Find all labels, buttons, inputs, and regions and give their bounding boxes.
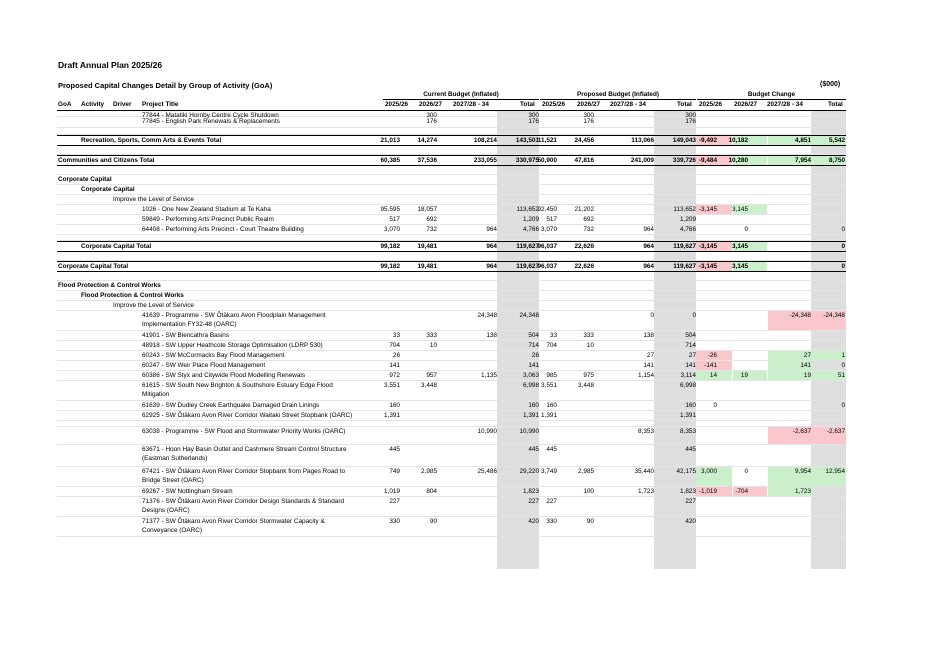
- current-2025-26: 749: [389, 468, 400, 475]
- table-row: [57, 251, 846, 261]
- row-label: Improve the Level of Service: [113, 196, 194, 203]
- current-2027-34: 233,055: [473, 157, 497, 164]
- row-label: 77845 - English Park Renewals & Replacements: [142, 118, 280, 125]
- proposed-total: 4,766: [680, 226, 696, 233]
- proposed-total: 3,114: [680, 372, 696, 379]
- proposed-2027-34: 113,066: [631, 137, 654, 144]
- current-total: 6,998: [523, 382, 539, 389]
- row-label: Flood Protection & Control Works: [58, 282, 161, 289]
- current-2026-27: 804: [426, 488, 437, 495]
- change-2026-27: 0: [744, 468, 748, 475]
- change-total: 12,954: [825, 468, 845, 475]
- document-subtitle: Proposed Capital Changes Detail by Group of Activity (GoA): [58, 81, 273, 90]
- change-2027-34: 27: [803, 352, 811, 359]
- proposed-2025-26: 3,749: [541, 468, 557, 475]
- proposed-2026-27: 10: [586, 342, 594, 349]
- change-2027-34: 141: [800, 362, 811, 369]
- proposed-2026-27: 2,985: [578, 468, 594, 475]
- row-label: 59849 - Performing Arts Precinct Public Realm: [142, 216, 274, 223]
- row-label: Corporate Capital Total: [81, 243, 152, 250]
- proposed-total: 300: [685, 112, 696, 119]
- current-2027-34: 24,348: [477, 312, 497, 319]
- proposed-total: 339,726: [672, 157, 696, 164]
- current-2025-26: 445: [389, 446, 400, 453]
- proposed-total: 504: [685, 332, 696, 339]
- proposed-2026-27: 24,456: [574, 137, 594, 144]
- change-2025-26: 14: [709, 372, 717, 379]
- col-goa: GoA: [58, 101, 72, 108]
- table-row: [57, 291, 846, 301]
- current-2027-34: 964: [486, 263, 497, 270]
- col-proposed-y1: 2025/26: [542, 101, 566, 108]
- change-2027-34: 7,954: [795, 157, 811, 164]
- proposed-total: 6,998: [680, 382, 696, 389]
- row-label: 60247 - SW Weir Place Flood Management: [142, 362, 266, 369]
- current-2027-34: 10,990: [477, 428, 497, 435]
- table-row: [57, 361, 846, 371]
- row-label: 60243 - SW McCormacks Bay Flood Management: [142, 352, 285, 359]
- proposed-total: 119,627: [673, 243, 696, 250]
- proposed-2025-26: 50,900: [537, 157, 557, 164]
- change-2025-26: -3,145: [698, 243, 717, 250]
- table-row: [57, 381, 846, 401]
- current-2026-27: 90: [429, 518, 437, 525]
- table-row: [57, 281, 846, 291]
- current-total: 504: [528, 332, 539, 339]
- row-label-continued: Mitigation: [142, 391, 170, 398]
- proposed-2025-26: 11,521: [537, 137, 557, 144]
- table-row: [57, 497, 846, 517]
- proposed-2026-27: 692: [583, 216, 594, 223]
- change-2025-26: 3,000: [701, 468, 717, 475]
- change-total: 8,750: [829, 157, 845, 164]
- col-current-y1: 2025/26: [385, 101, 409, 108]
- proposed-total: 227: [685, 498, 696, 505]
- table-row: [57, 271, 846, 281]
- current-2025-26: 26: [392, 352, 400, 359]
- current-total: 113,652: [516, 206, 539, 213]
- change-total: -24,348: [823, 312, 845, 319]
- proposed-total: 119,627: [673, 263, 696, 270]
- current-2026-27: 18,057: [417, 206, 437, 213]
- current-total: 24,348: [519, 312, 539, 319]
- proposed-2027-34: 141: [643, 362, 654, 369]
- row-label-continued: (Eastman Sutherlands): [142, 455, 208, 462]
- change-2027-34: 1,723: [795, 488, 811, 495]
- current-2025-26: 704: [389, 342, 400, 349]
- current-total: 119,627: [516, 263, 539, 270]
- row-label-continued: Bridge Street (OARC): [142, 477, 204, 484]
- current-2025-26: 21,013: [380, 137, 400, 144]
- current-total: 176: [528, 118, 539, 125]
- proposed-2027-34: 138: [643, 332, 654, 339]
- proposed-2025-26: 1,391: [541, 412, 557, 419]
- change-2026-27: 3,145: [732, 206, 748, 213]
- row-label: 41639 - Programme - SW Ōtākaro Avon Floodplain Management: [142, 312, 326, 319]
- change-2025-26: -141: [704, 362, 717, 369]
- row-label: Improve the Level of Service: [113, 302, 194, 309]
- proposed-2026-27: 732: [583, 226, 594, 233]
- proposed-2026-27: 21,202: [574, 206, 594, 213]
- proposed-2026-27: 22,626: [574, 263, 594, 270]
- row-label-continued: Conveyance (OARC): [142, 527, 203, 534]
- proposed-2026-27: 47,816: [574, 157, 594, 164]
- col-current-y3: 2027/28 - 34: [453, 101, 489, 108]
- change-2026-27: 3,145: [732, 263, 748, 270]
- proposed-2025-26: 3,551: [541, 382, 557, 389]
- current-2025-26: 517: [389, 216, 400, 223]
- current-total: 143,501: [515, 137, 539, 144]
- current-total: 26: [531, 352, 539, 359]
- table-row: [57, 411, 846, 421]
- row-label: 41901 - SW Blencathra Basins: [142, 332, 230, 339]
- current-2026-27: 732: [426, 226, 437, 233]
- row-label: 69267 - SW Nottingham Stream: [142, 488, 233, 495]
- change-2025-26: -9,484: [698, 157, 717, 164]
- proposed-2027-34: 8,353: [638, 428, 654, 435]
- current-2025-26: 99,182: [380, 243, 400, 250]
- row-label: 67421 - SW Ōtākaro Avon River Corridor Stopbank from Pages Road to: [142, 468, 346, 475]
- proposed-total: 1,391: [680, 412, 696, 419]
- current-total: 119,627: [516, 243, 539, 250]
- proposed-2026-27: 176: [583, 118, 594, 125]
- current-2026-27: 333: [426, 332, 437, 339]
- current-total: 10,990: [519, 428, 539, 435]
- col-current-y2: 2026/27: [419, 101, 443, 108]
- table-row: [57, 331, 846, 341]
- table-row: [57, 487, 846, 497]
- proposed-2025-26: 704: [546, 342, 557, 349]
- proposed-2025-26: 227: [546, 498, 557, 505]
- current-total: 160: [528, 402, 539, 409]
- table-row: [57, 205, 846, 215]
- proposed-2026-27: 975: [583, 372, 594, 379]
- current-2026-27: 10: [429, 342, 437, 349]
- proposed-2027-34: 1,723: [638, 488, 654, 495]
- change-2025-26: -1,019: [698, 488, 717, 495]
- current-total: 4,766: [523, 226, 539, 233]
- current-total: 1,391: [523, 412, 539, 419]
- proposed-2025-26: 517: [546, 216, 557, 223]
- proposed-total: 27: [688, 352, 696, 359]
- current-total: 141: [528, 362, 539, 369]
- col-activity: Activity: [81, 101, 105, 108]
- current-2026-27: 37,536: [417, 157, 437, 164]
- col-driver: Driver: [113, 101, 132, 108]
- table-row: [57, 195, 846, 205]
- change-2027-34: 9,954: [795, 468, 811, 475]
- row-label: 71377 - SW Ōtākaro Avon River Corridor Stormwater Capacity &: [142, 518, 325, 525]
- current-2025-26: 141: [389, 362, 400, 369]
- row-label: 60386 - SW Styx and Citywide Flood Modelling Renewals: [142, 372, 306, 379]
- change-2026-27: -704: [735, 488, 748, 495]
- current-2027-34: 138: [486, 332, 497, 339]
- change-2026-27: 10,182: [728, 137, 748, 144]
- table-row: [57, 311, 846, 331]
- row-label: 48918 - SW Upper Heathcote Storage Optimisation (LDRP 530): [142, 342, 323, 349]
- proposed-2027-34: 27: [646, 352, 654, 359]
- current-2026-27: 957: [426, 372, 437, 379]
- table-row: [57, 128, 846, 135]
- current-2026-27: 19,481: [417, 243, 437, 250]
- current-2025-26: 3,070: [384, 226, 400, 233]
- col-change-y1: 2025/26: [699, 101, 723, 108]
- current-total: 300: [528, 112, 539, 119]
- current-total: 714: [528, 342, 539, 349]
- current-total: 330,975: [515, 157, 539, 164]
- row-label: Corporate Capital: [81, 186, 135, 193]
- proposed-total: 42,175: [676, 468, 696, 475]
- proposed-2025-26: 96,037: [537, 243, 557, 250]
- current-2025-26: 95,595: [380, 206, 400, 213]
- row-label-continued: Implementation FY32-48 (OARC): [142, 321, 237, 328]
- current-2026-27: 176: [426, 118, 437, 125]
- row-label: 61639 - SW Dudley Creek Earthquake Damaged Drain Linings: [142, 402, 320, 409]
- proposed-2025-26: 330: [546, 518, 557, 525]
- change-2025-26: -3,145: [698, 206, 717, 213]
- current-total: 445: [528, 446, 539, 453]
- current-2026-27: 692: [426, 216, 437, 223]
- change-total: 1: [841, 352, 845, 359]
- current-2025-26: 1,391: [384, 412, 400, 419]
- row-label: Recreation, Sports, Comm Arts & Events Total: [81, 137, 222, 144]
- change-total: 0: [841, 402, 845, 409]
- proposed-total: 8,353: [680, 428, 696, 435]
- proposed-total: 714: [685, 342, 696, 349]
- proposed-total: 0: [692, 312, 696, 319]
- current-2025-26: 99,182: [380, 263, 400, 270]
- proposed-2027-34: 964: [643, 263, 654, 270]
- table-row: [57, 225, 846, 235]
- current-2026-27: 19,481: [417, 263, 437, 270]
- change-total: 0: [841, 362, 845, 369]
- current-2027-34: 964: [486, 243, 497, 250]
- current-2026-27: 3,448: [421, 382, 437, 389]
- row-label: 71376 - SW Ōtākaro Avon River Corridor Design Standards & Standard: [142, 498, 344, 505]
- current-total: 29,220: [519, 468, 539, 475]
- current-budget-header: Current Budget (Inflated): [423, 91, 499, 98]
- table-row: [57, 215, 846, 225]
- change-2025-26: -9,492: [698, 137, 717, 144]
- proposed-budget-header: Proposed Budget (Inflated): [576, 91, 659, 98]
- units-label: ($000): [820, 81, 841, 88]
- col-proposed-total: Total: [677, 101, 692, 108]
- proposed-2026-27: 300: [583, 112, 594, 119]
- current-total: 420: [528, 518, 539, 525]
- proposed-2025-26: 985: [546, 372, 557, 379]
- col-change-total: Total: [828, 101, 843, 108]
- current-2025-26: 972: [389, 372, 400, 379]
- row-label: 62925 - SW Ōtākaro Avon River Corridor Waitaki Street Stopbank (OARC): [142, 412, 353, 419]
- proposed-2027-34: 35,440: [634, 468, 654, 475]
- budget-change-header: Budget Change: [747, 91, 796, 98]
- proposed-2027-34: 964: [643, 226, 654, 233]
- row-label: Flood Protection & Control Works: [81, 292, 184, 299]
- proposed-total: 176: [685, 118, 696, 125]
- current-2025-26: 1,019: [384, 488, 400, 495]
- row-label: Corporate Capital Total: [58, 263, 129, 270]
- change-2027-34: 19: [803, 372, 811, 379]
- row-label: 77844 - Matatiki Hornby Centre Cycle Shutdown: [142, 112, 279, 119]
- proposed-2025-26: 96,037: [537, 263, 557, 270]
- col-change-y2: 2026/27: [734, 101, 758, 108]
- current-2027-34: 964: [486, 226, 497, 233]
- change-2026-27: 10,280: [728, 157, 748, 164]
- change-2027-34: 4,851: [795, 137, 811, 144]
- change-2025-26: -3,145: [698, 263, 717, 270]
- proposed-2025-26: 3,070: [541, 226, 557, 233]
- change-total: -2,637: [826, 428, 845, 435]
- table-row: [57, 117, 846, 128]
- proposed-2026-27: 90: [586, 518, 594, 525]
- change-total: 0: [841, 263, 845, 270]
- current-2025-26: 60,385: [380, 157, 400, 164]
- proposed-total: 113,652: [673, 206, 696, 213]
- change-total: 5,542: [829, 137, 845, 144]
- proposed-2025-26: 92,450: [537, 206, 557, 213]
- current-total: 1,823: [523, 488, 539, 495]
- table-row: [57, 427, 846, 445]
- current-2025-26: 330: [389, 518, 400, 525]
- proposed-total: 160: [685, 402, 696, 409]
- col-proposed-y2: 2026/27: [577, 101, 601, 108]
- table-row: [57, 351, 846, 361]
- current-2026-27: 2,985: [421, 468, 437, 475]
- proposed-total: 1,209: [680, 216, 696, 223]
- current-total: 1,209: [523, 216, 539, 223]
- proposed-total: 149,043: [672, 137, 696, 144]
- current-total: 3,063: [523, 372, 539, 379]
- proposed-total: 420: [685, 518, 696, 525]
- current-2025-26: 33: [392, 332, 400, 339]
- row-label: Communities and Citizens Total: [58, 157, 155, 164]
- col-current-total: Total: [520, 101, 535, 108]
- current-2025-26: 160: [389, 402, 400, 409]
- proposed-2026-27: 100: [583, 488, 594, 495]
- proposed-2025-26: 445: [546, 446, 557, 453]
- col-change-y3: 2027/28 - 34: [767, 101, 803, 108]
- proposed-2026-27: 333: [583, 332, 594, 339]
- table-row: [57, 145, 846, 155]
- change-2027-34: -2,637: [792, 428, 811, 435]
- table-row: [57, 401, 846, 411]
- current-2027-34: 108,214: [473, 137, 497, 144]
- current-2026-27: 300: [426, 112, 437, 119]
- proposed-2027-34: 1,154: [638, 372, 654, 379]
- proposed-2026-27: 22,626: [574, 243, 594, 250]
- current-total: 227: [528, 498, 539, 505]
- row-label-continued: Designs (OARC): [142, 507, 190, 514]
- row-label: 63671 - Hoon Hay Basin Outlet and Cashmere Stream Control Structure: [142, 446, 347, 453]
- proposed-2027-34: 964: [643, 243, 654, 250]
- current-2027-34: 25,486: [477, 468, 497, 475]
- change-2026-27: 3,145: [732, 243, 748, 250]
- proposed-2026-27: 3,448: [578, 382, 594, 389]
- change-2026-27: 19: [740, 372, 748, 379]
- change-2025-26: 0: [713, 402, 717, 409]
- table-row: [57, 517, 846, 537]
- change-2025-26: -26: [707, 352, 717, 359]
- table-row: [57, 175, 846, 185]
- proposed-2027-34: 241,009: [630, 157, 654, 164]
- table-row: [57, 185, 846, 195]
- row-label: 61615 - SW South New Brighton & Southshore Estuary Edge Flood: [142, 382, 333, 389]
- proposed-2027-34: 0: [650, 312, 654, 319]
- col-proposed-y3: 2027/28 - 34: [610, 101, 646, 108]
- row-label: 64408 - Performing Arts Precinct - Court Theatre Building: [142, 226, 304, 233]
- proposed-2025-26: 160: [546, 402, 557, 409]
- change-2027-34: -24,348: [789, 312, 811, 319]
- table-row: [57, 165, 846, 175]
- change-2026-27: 0: [744, 226, 748, 233]
- change-total: 51: [837, 372, 845, 379]
- current-2026-27: 14,274: [417, 137, 437, 144]
- table-row: [57, 301, 846, 311]
- proposed-total: 1,823: [680, 488, 696, 495]
- table-row: [57, 467, 846, 487]
- proposed-2025-26: 33: [549, 332, 557, 339]
- col-project-title: Project Title: [142, 101, 179, 108]
- current-2025-26: 3,551: [384, 382, 400, 389]
- table-row: [57, 341, 846, 351]
- table-row: [57, 445, 846, 467]
- row-label: 1026 - One New Zealand Stadium at Te Kaha: [142, 206, 271, 213]
- table-row: [57, 371, 846, 381]
- row-label: 63038 - Programme - SW Flood and Stormwater Priority Works (OARC): [142, 428, 346, 435]
- current-2027-34: 1,135: [481, 372, 497, 379]
- current-2025-26: 227: [389, 498, 400, 505]
- document-title: Draft Annual Plan 2025/26: [58, 60, 163, 70]
- change-total: 0: [841, 226, 845, 233]
- proposed-total: 141: [685, 362, 696, 369]
- change-total: 0: [841, 243, 845, 250]
- row-label: Corporate Capital: [58, 176, 112, 183]
- proposed-total: 445: [685, 446, 696, 453]
